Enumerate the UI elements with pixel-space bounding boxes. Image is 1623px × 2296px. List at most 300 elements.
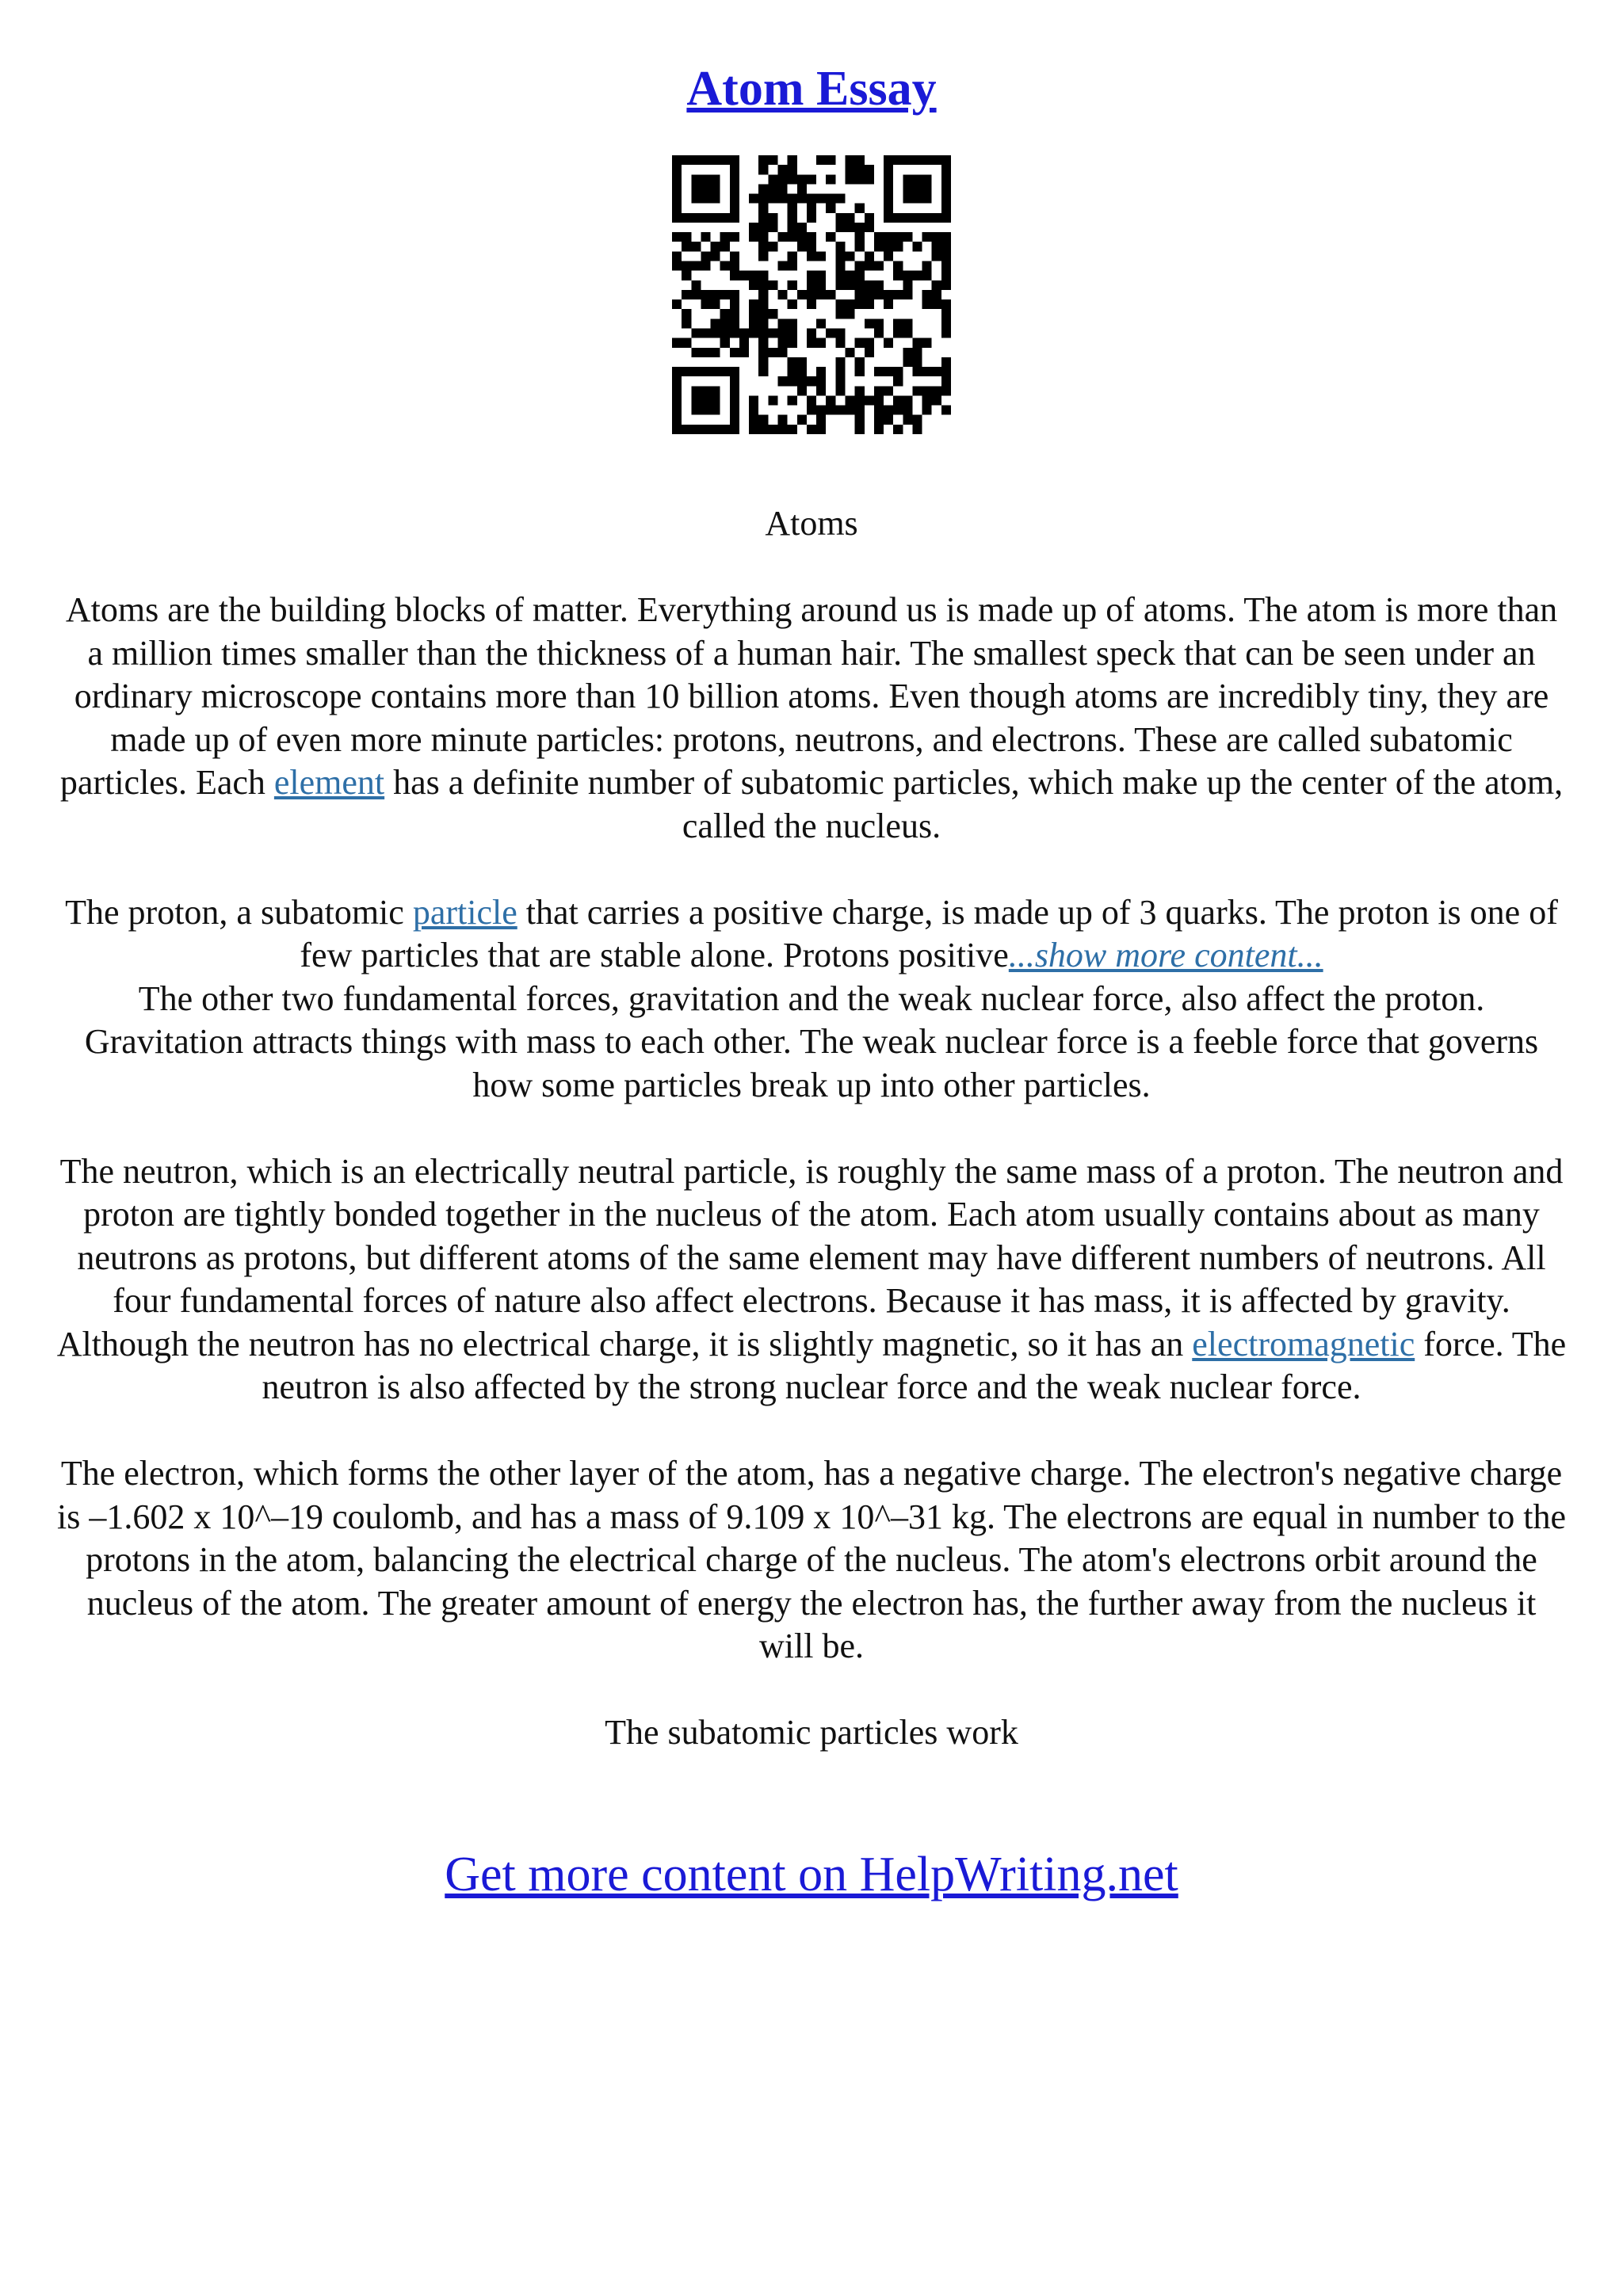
qr-module (855, 386, 865, 395)
qr-module (807, 338, 816, 348)
qr-module (730, 213, 739, 223)
qr-module (730, 184, 739, 193)
qr-module (778, 328, 788, 338)
qr-module (845, 251, 854, 261)
qr-module (758, 232, 768, 242)
qr-module (730, 318, 739, 328)
qr-module (720, 261, 730, 271)
qr-module (711, 194, 720, 204)
qr-module (941, 251, 951, 261)
qr-module (778, 174, 788, 184)
qr-module (903, 348, 912, 357)
qr-module (672, 299, 682, 309)
qr-module (758, 415, 768, 425)
qr-module (816, 406, 826, 415)
qr-module (778, 338, 788, 348)
qr-module (941, 174, 951, 184)
qr-module (884, 386, 893, 395)
qr-module (682, 309, 691, 318)
qr-module (788, 155, 797, 165)
qr-module (768, 223, 777, 232)
qr-module (730, 290, 739, 299)
qr-module (691, 194, 701, 204)
particle-link[interactable]: particle (412, 892, 517, 932)
qr-module (835, 367, 845, 376)
qr-module (672, 386, 682, 395)
qr-module (874, 318, 884, 328)
qr-module (835, 328, 845, 338)
qr-module (768, 174, 777, 184)
qr-module (874, 261, 884, 271)
qr-module (711, 386, 720, 395)
qr-module (845, 395, 854, 405)
qr-module (768, 194, 777, 204)
qr-module (855, 299, 865, 309)
qr-module (855, 367, 865, 376)
qr-module (845, 155, 854, 165)
qr-module (701, 213, 710, 223)
qr-module (807, 406, 816, 415)
qr-module (768, 328, 777, 338)
qr-module (941, 194, 951, 204)
qr-module (797, 376, 807, 386)
paragraph-3: The other two fundamental forces, gravitation and the weak nuclear force, also affect the proton. Gravitation attracts things with mass to each other. The weak nuclear force is a feeble force that governs how some particles break up into other particles. (84, 978, 1539, 1104)
qr-module (932, 395, 941, 405)
qr-module (768, 213, 777, 223)
qr-module (816, 386, 826, 395)
qr-module (835, 280, 845, 290)
qr-module (855, 338, 865, 348)
qr-module (807, 242, 816, 251)
qr-module (711, 406, 720, 415)
qr-module (845, 174, 854, 184)
qr-module (672, 251, 682, 261)
qr-module (884, 251, 893, 261)
qr-module (758, 348, 768, 357)
qr-module (691, 242, 701, 251)
qr-module (788, 261, 797, 271)
qr-module (711, 425, 720, 434)
qr-module (701, 395, 710, 405)
qr-module (711, 367, 720, 376)
qr-module (941, 271, 951, 280)
qr-module (778, 318, 788, 328)
qr-module (672, 395, 682, 405)
qr-module (778, 415, 788, 425)
qr-module (874, 425, 884, 434)
qr-module (797, 223, 807, 232)
qr-module (941, 367, 951, 376)
qr-module (758, 271, 768, 280)
qr-module (672, 232, 682, 242)
qr-module (865, 213, 874, 223)
qr-module (672, 415, 682, 425)
qr-module (672, 406, 682, 415)
qr-module (672, 204, 682, 213)
qr-module (816, 367, 826, 376)
qr-module (941, 309, 951, 318)
qr-module (682, 242, 691, 251)
qr-module (912, 194, 922, 204)
qr-module (758, 213, 768, 223)
qr-module (855, 204, 865, 213)
qr-module (672, 213, 682, 223)
qr-module (903, 213, 912, 223)
qr-module (845, 406, 854, 415)
qr-module (884, 415, 893, 425)
qr-module (845, 348, 854, 357)
qr-module (691, 280, 701, 290)
qr-module (941, 213, 951, 223)
qr-module (788, 280, 797, 290)
qr-module (893, 242, 903, 251)
qr-module (807, 280, 816, 290)
qr-module (739, 348, 749, 357)
qr-module (835, 386, 845, 395)
qr-module (912, 425, 922, 434)
helpwriting-link[interactable]: Get more content on HelpWriting.net (445, 1848, 1178, 1901)
qr-module (788, 299, 797, 309)
qr-module (855, 425, 865, 434)
qr-module (691, 290, 701, 299)
qr-module (835, 213, 845, 223)
qr-module (816, 415, 826, 425)
qr-module (845, 223, 854, 232)
qr-module (711, 155, 720, 165)
qr-module (845, 299, 854, 309)
qr-module (701, 261, 710, 271)
qr-module (826, 406, 835, 415)
qr-module (816, 280, 826, 290)
qr-module (720, 213, 730, 223)
qr-module (711, 348, 720, 357)
qr-module (835, 406, 845, 415)
qr-module (941, 280, 951, 290)
qr-module (720, 290, 730, 299)
qr-module (672, 261, 682, 271)
qr-module (893, 328, 903, 338)
title-link[interactable]: Atom Essay (686, 62, 937, 116)
qr-module (807, 232, 816, 242)
qr-module (903, 406, 912, 415)
qr-module (720, 155, 730, 165)
qr-module (720, 328, 730, 338)
qr-module (730, 232, 739, 242)
show-more-link[interactable]: ...show more content... (1008, 936, 1323, 974)
qr-module (730, 415, 739, 425)
qr-module (903, 318, 912, 328)
qr-module (893, 290, 903, 299)
qr-module (855, 415, 865, 425)
qr-module (691, 406, 701, 415)
qr-module (855, 165, 865, 174)
qr-module (941, 232, 951, 242)
qr-module (691, 348, 701, 357)
qr-module (730, 386, 739, 395)
qr-module (797, 386, 807, 395)
qr-module (912, 271, 922, 280)
qr-module (807, 328, 816, 338)
qr-module (932, 290, 941, 299)
qr-module (941, 357, 951, 367)
qr-module (835, 194, 845, 204)
qr-module (758, 328, 768, 338)
qr-module (874, 328, 884, 338)
qr-module (884, 194, 893, 204)
qr-module (730, 348, 739, 357)
qr-module (903, 395, 912, 405)
qr-module (691, 213, 701, 223)
qr-module (884, 155, 893, 165)
qr-module (912, 155, 922, 165)
qr-module (768, 348, 777, 357)
qr-module (941, 261, 951, 271)
qr-module (749, 406, 758, 415)
qr-module (912, 338, 922, 348)
qr-module (701, 155, 710, 165)
qr-module (941, 318, 951, 328)
qr-module (788, 367, 797, 376)
qr-module (682, 213, 691, 223)
qr-module (691, 386, 701, 395)
qr-module (749, 223, 758, 232)
qr-module (797, 184, 807, 193)
paragraph-5: The electron, which forms the other layer of the atom, has a negative charge. The electron's negative charge is –1.602 x 10^–19 coulomb, and has a mass of 9.109 x 10^–31 kg. The electrons are equal in number to the protons in the atom, balancing the electrical charge of the nucleus. The atom's electrons orbit around the nucleus of the atom. The greater amount of energy the electron has, the further away from the nucleus it will be. (56, 1454, 1566, 1665)
qr-module (922, 386, 932, 395)
qr-module (835, 376, 845, 386)
qr-module (758, 290, 768, 299)
qr-module (865, 290, 874, 299)
qr-module (893, 318, 903, 328)
qr-module (758, 299, 768, 309)
qr-module (835, 357, 845, 367)
qr-module (691, 425, 701, 434)
qr-module (884, 232, 893, 242)
qr-module (941, 299, 951, 309)
qr-module (749, 395, 758, 405)
qr-module (758, 251, 768, 261)
qr-module (720, 318, 730, 328)
qr-module (826, 232, 835, 242)
qr-module (672, 376, 682, 386)
qr-module (912, 386, 922, 395)
qr-module (701, 406, 710, 415)
qr-module (874, 242, 884, 251)
qr-module (788, 395, 797, 405)
qr-module (865, 261, 874, 271)
qr-module (730, 165, 739, 174)
qr-module (941, 386, 951, 395)
paragraph-4 (55, 1150, 1568, 1409)
qr-module (778, 184, 788, 193)
qr-module (835, 242, 845, 251)
page-title (0, 57, 1623, 120)
qr-module (912, 415, 922, 425)
qr-module (672, 194, 682, 204)
qr-module (922, 299, 932, 309)
qr-module (884, 338, 893, 348)
qr-module (788, 204, 797, 213)
qr-module (865, 251, 874, 261)
qr-module (807, 213, 816, 223)
qr-module (884, 242, 893, 251)
qr-module (797, 242, 807, 251)
qr-module (835, 338, 845, 348)
paragraph-1 (55, 589, 1568, 848)
qr-module (855, 155, 865, 165)
qr-module (672, 338, 682, 348)
qr-module (672, 165, 682, 174)
qr-module (826, 290, 835, 299)
qr-module (778, 261, 788, 271)
qr-module (788, 165, 797, 174)
qr-module (749, 309, 758, 318)
qr-module (903, 290, 912, 299)
qr-module (903, 280, 912, 290)
qr-module (788, 328, 797, 338)
qr-module (884, 299, 893, 309)
qr-module (730, 204, 739, 213)
qr-module (730, 309, 739, 318)
qr-module (912, 357, 922, 367)
qr-module (845, 271, 854, 280)
element-link[interactable]: element (273, 763, 385, 802)
qr-module (701, 367, 710, 376)
qr-module (778, 348, 788, 357)
qr-module (788, 213, 797, 223)
qr-module (826, 155, 835, 165)
qr-module (701, 299, 710, 309)
qr-module (720, 232, 730, 242)
qr-module (884, 406, 893, 415)
qr-module (835, 223, 845, 232)
qr-module (932, 251, 941, 261)
qr-module (720, 367, 730, 376)
qr-module (855, 271, 865, 280)
qr-module (922, 406, 932, 415)
qr-module (788, 251, 797, 261)
qr-module (826, 204, 835, 213)
qr-module (739, 338, 749, 348)
paragraph-4-text-b: force. The neutron is also affected by the strong nuclear force and the weak nuclear force. (262, 1324, 1567, 1406)
qr-module (711, 318, 720, 328)
qr-module (768, 184, 777, 193)
qr-module (682, 261, 691, 271)
qr-module (912, 184, 922, 193)
essay-body (55, 502, 1568, 1798)
qr-module (912, 348, 922, 357)
qr-module (884, 204, 893, 213)
qr-module (701, 174, 710, 184)
qr-module (912, 213, 922, 223)
qr-module (720, 425, 730, 434)
qr-module (797, 194, 807, 204)
qr-module (691, 155, 701, 165)
qr-module (903, 271, 912, 280)
qr-module (701, 251, 710, 261)
qr-module (903, 232, 912, 242)
qr-module (922, 174, 932, 184)
qr-module (768, 155, 777, 165)
qr-module (932, 242, 941, 251)
qr-module (874, 406, 884, 415)
qr-module (807, 251, 816, 261)
qr-module (884, 165, 893, 174)
qr-module (845, 213, 854, 223)
qr-module (835, 299, 845, 309)
qr-module (903, 357, 912, 367)
qr-module (691, 184, 701, 193)
qr-module (768, 425, 777, 434)
electromagnetic-link[interactable]: electromagnetic (1192, 1324, 1415, 1363)
qr-module (845, 165, 854, 174)
qr-module (758, 204, 768, 213)
qr-module (788, 425, 797, 434)
qr-module (816, 271, 826, 280)
qr-module (922, 194, 932, 204)
qr-module (893, 213, 903, 223)
qr-module (922, 184, 932, 193)
qr-module (739, 271, 749, 280)
qr-module (749, 425, 758, 434)
qr-module (749, 280, 758, 290)
qr-module (788, 357, 797, 367)
qr-module (701, 232, 710, 242)
qr-module (711, 184, 720, 193)
qr-module (855, 261, 865, 271)
qr-module (701, 290, 710, 299)
qr-module (691, 328, 701, 338)
qr-module (749, 415, 758, 425)
qr-module (845, 309, 854, 318)
qr-module (922, 367, 932, 376)
qr-module (807, 376, 816, 386)
qr-module (932, 232, 941, 242)
qr-module (788, 338, 797, 348)
qr-module (826, 328, 835, 338)
qr-module (874, 415, 884, 425)
qr-module (730, 194, 739, 204)
qr-module (768, 395, 777, 405)
qr-module (874, 290, 884, 299)
qr-module (874, 386, 884, 395)
qr-module (758, 165, 768, 174)
qr-module (903, 174, 912, 184)
qr-module (778, 376, 788, 386)
qr-module (691, 261, 701, 271)
qr-module (768, 242, 777, 251)
qr-module (788, 376, 797, 386)
qr-module (855, 406, 865, 415)
qr-module (865, 338, 874, 348)
qr-module (816, 318, 826, 328)
qr-module (874, 280, 884, 290)
qr-module (807, 204, 816, 213)
qr-module (941, 184, 951, 193)
paragraph-4-text-a: The neutron, which is an electrically neutral particle, is roughly the same mass of a proton. The neutron and proton are tightly bonded together in the nucleus of the atom. Each atom usually contains about as many neutrons as protons, but different atoms of the same element may have different numbers of neutrons. All four fundamental forces of nature also affect electrons. Because it has mass, it is affected by gravity. Although the neutron has no electrical charge, it is slightly magnetic, so it has an (56, 1151, 1564, 1363)
qr-module (672, 174, 682, 184)
qr-module (884, 367, 893, 376)
paragraph-2-text-b: that carries a positive charge, is made up of 3 quarks. The proton is one of few particles that are stable alone. Protons positive (300, 892, 1558, 974)
qr-module (701, 194, 710, 204)
qr-module (884, 290, 893, 299)
qr-module (711, 251, 720, 261)
qr-module (701, 348, 710, 357)
qr-module (730, 376, 739, 386)
qr-module (720, 338, 730, 348)
qr-module (730, 155, 739, 165)
qr-module (682, 271, 691, 280)
